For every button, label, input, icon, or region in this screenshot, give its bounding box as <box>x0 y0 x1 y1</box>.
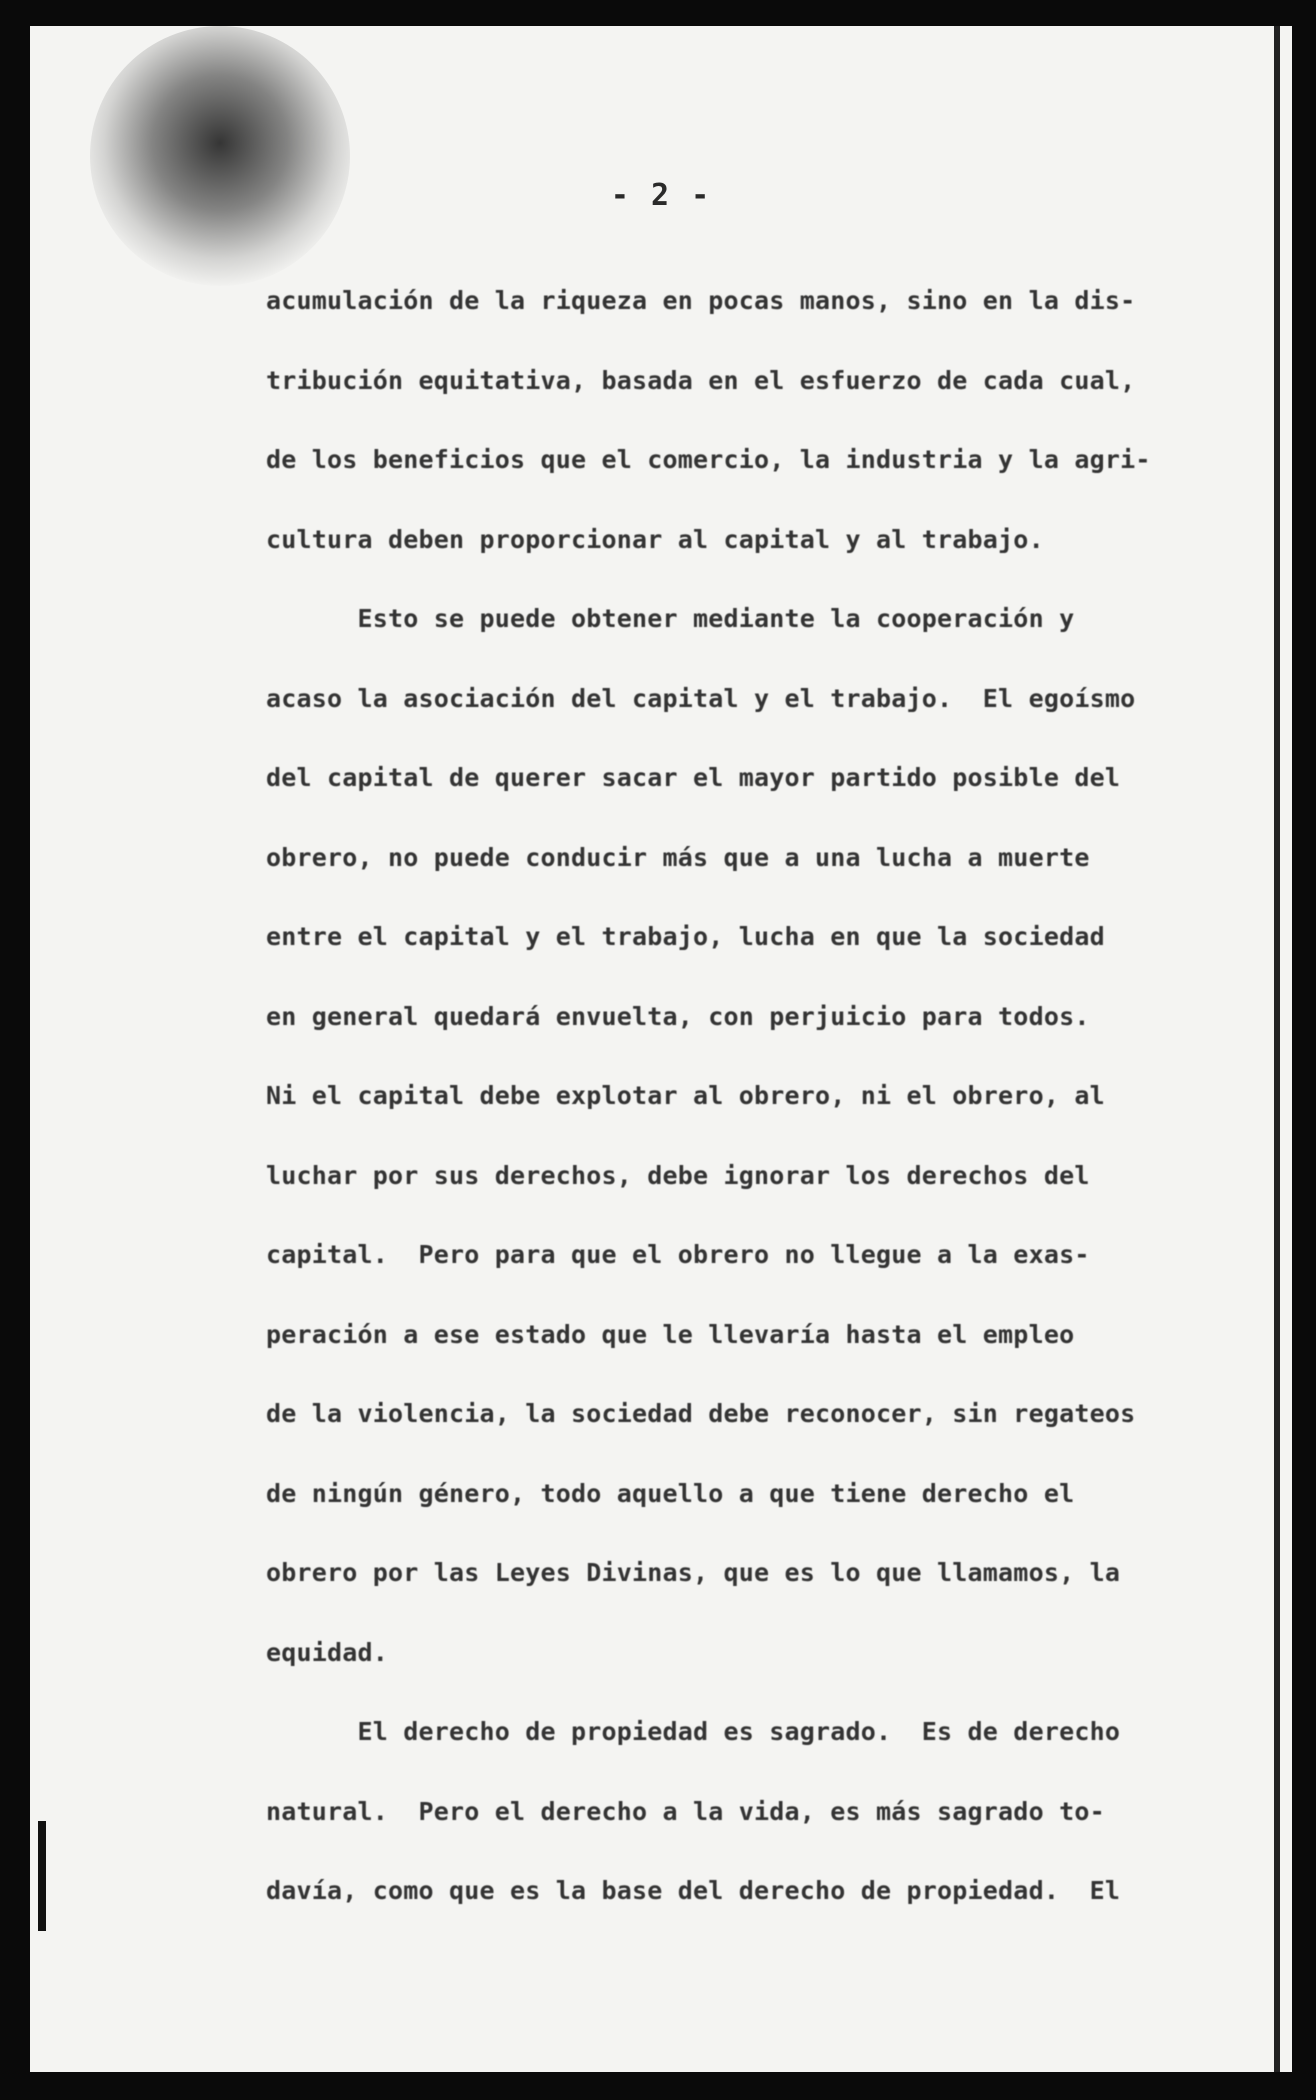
ink-smudge <box>90 26 350 286</box>
text-line: tribución equitativa, basada en el esfuerzo de cada cual, <box>266 365 1136 395</box>
text-line: Esto se puede obtener mediante la cooperación y <box>266 604 1075 633</box>
text-line: en general quedará envuelta, con perjuicio para todos. <box>266 1001 1090 1031</box>
page-number: - 2 - <box>610 178 712 213</box>
text-line: de ningún género, todo aquello a que tiene derecho el <box>266 1478 1075 1508</box>
text-line: natural. Pero el derecho a la vida, es más sagrado to- <box>266 1796 1105 1826</box>
binding-mark <box>38 1821 46 1931</box>
page-edge-shadow <box>1274 26 1280 2072</box>
text-line: davía, como que es la base del derecho de propiedad. El <box>266 1876 1121 1905</box>
body-text <box>266 261 1206 1931</box>
text-line: capital. Pero para que el obrero no llegue a la exas- <box>266 1240 1090 1269</box>
text-line: Ni el capital debe explotar al obrero, ni el obrero, al <box>266 1081 1105 1110</box>
text-line: peración a ese estado que le llevaría hasta el empleo <box>266 1319 1075 1349</box>
text-line: cultura deben proporcionar al capital y al trabajo. <box>266 524 1044 554</box>
text-line: acaso la asociación del capital y el trabajo. El egoísmo <box>266 683 1136 713</box>
text-line: entre el capital y el trabajo, lucha en que la sociedad <box>266 922 1105 951</box>
text-line: obrero por las Leyes Divinas, que es lo que llamamos, la <box>266 1558 1121 1587</box>
text-line: obrero, no puede conducir más que a una lucha a muerte <box>266 842 1090 872</box>
text-line: luchar por sus derechos, debe ignorar los derechos del <box>266 1160 1090 1190</box>
document-page <box>30 26 1292 2072</box>
text-line: del capital de querer sacar el mayor partido posible del <box>266 763 1121 792</box>
text-line: El derecho de propiedad es sagrado. Es de derecho <box>266 1717 1121 1746</box>
text-line: de los beneficios que el comercio, la industria y la agri- <box>266 445 1151 474</box>
text-line: de la violencia, la sociedad debe reconocer, sin regateos <box>266 1399 1136 1428</box>
text-line: equidad. <box>266 1637 389 1667</box>
text-line: acumulación de la riqueza en pocas manos, sino en la dis- <box>266 286 1136 315</box>
